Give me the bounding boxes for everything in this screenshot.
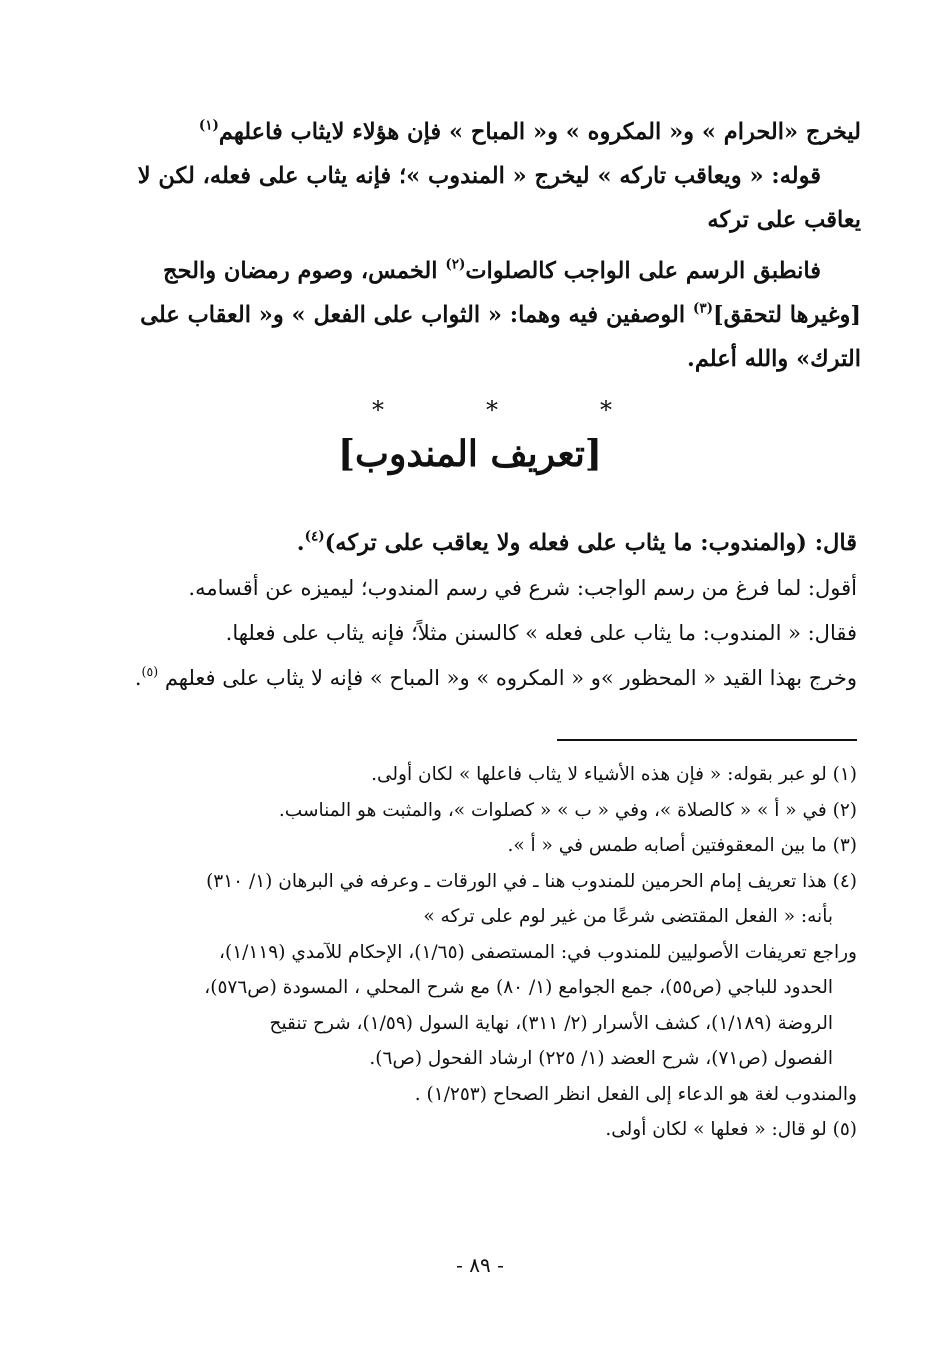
text-line: فانطبق الرسم على الواجب كالصلوات$^{(٢)}$ الخمس، وصوم رمضان والحج (163, 256, 821, 284)
text-line: ليخرج «الحرام » و« المكروه » و« المباح » فإن هؤلاء لايثاب فاعلهم$^{(١)}$ (198, 117, 861, 145)
star-ornament: * (486, 396, 498, 424)
footnote-ref[interactable]: (١) (198, 117, 219, 134)
star-ornament: * (600, 396, 612, 424)
star-ornament: * (372, 396, 384, 424)
footnote-continuation: والمندوب لغة هو الدعاء إلى الفعل انظر الصحاح (١/٢٥٣) . (414, 1083, 857, 1105)
footnote-continuation: وراجع تعريفات الأصوليين للمندوب في: المستصفى (١/٦٥)، الإحكام للآمدي (١/١١٩)، (219, 941, 857, 963)
footnote-continuation: الحدود للباجي (ص٥٥)، جمع الجوامع (١/ ٨٠) مع شرح المحلي ، المسودة (ص٥٧٦)، (204, 977, 833, 998)
footnote-ref[interactable]: (٥) (141, 664, 159, 680)
footnote-divider (557, 739, 857, 741)
top-paragraph (131, 110, 861, 242)
footnote-ref[interactable]: (٢) (445, 256, 466, 273)
body-paragraph (134, 521, 857, 701)
footnotes (97, 757, 857, 1148)
footnote: (٣) ما بين المعقوفتين أصابه طمس في « أ ». (507, 835, 857, 856)
page-number: - ٨٩ - (456, 1253, 504, 1277)
footnote-continuation: الفصول (ص٧١)، شرح العضد (١/ ٢٢٥) ارشاد الفحول (ص٦). (369, 1048, 833, 1069)
footnote: (١) لو عبر بقوله: « فإن هذه الأشياء لا يثاب فاعلها » لكان أولى. (371, 764, 857, 785)
text-line: قوله: « ويعاقب تاركه » ليخرج « المندوب »؛ فإنه يثاب على فعله، لكن لا (137, 163, 821, 189)
text-line: [وغيرها لتحقق]$^{(٣)}$ الوصفين فيه وهما: « الثواب على الفعل » و« العقاب على (140, 300, 861, 328)
text-line: يعاقب على تركه (707, 207, 861, 233)
text-line: أقول: لما فرغ من رسم الواجب: شرع في رسم المندوب؛ ليميزه عن أقسامه. (188, 576, 857, 600)
text-line: قال: (والمندوب: ما يثاب على فعله ولا يعاقب على تركه)$^{(٤)}$. (296, 528, 857, 556)
section-heading: [تعريف المندوب] (338, 433, 602, 475)
footnote-ref[interactable]: (٣) (692, 300, 713, 317)
footnote: (٢) في « أ » « كالصلاة »، وفي « ب » « كصلوات »، والمثبت هو المناسب. (278, 799, 857, 821)
top-paragraph-2 (131, 249, 861, 381)
text-line: وخرج بهذا القيد « المحظور »و « المكروه » و« المباح » فإنه لا يثاب على فعلهم $^{(٥)}$. (134, 664, 857, 690)
footnote: (٤) هذا تعريف إمام الحرمين للمندوب هنا ـ في الورقات ـ وعرفه في البرهان (١/ ٣١٠) (206, 870, 857, 892)
footnote-continuation: بأنه: « الفعل المقتضى شرعًا من غير لوم على تركه » (423, 906, 833, 927)
text-line: الترك» والله أعلم. (686, 346, 861, 372)
section-separator (372, 395, 612, 425)
text-line: فقال: « المندوب: ما يثاب على فعله » كالسنن مثلاً؛ فإنه يثاب على فعلها. (225, 621, 857, 645)
footnote: (٥) لو قال: « فعلها » لكان أولى. (605, 1119, 857, 1140)
footnote-ref[interactable]: (٤) (304, 528, 325, 545)
footnote-continuation: الروضة (١/١٨٩)، كشف الأسرار (٢/ ٣١١)، نهاية السول (١/٥٩)، شرح تنقيح (269, 1012, 833, 1034)
